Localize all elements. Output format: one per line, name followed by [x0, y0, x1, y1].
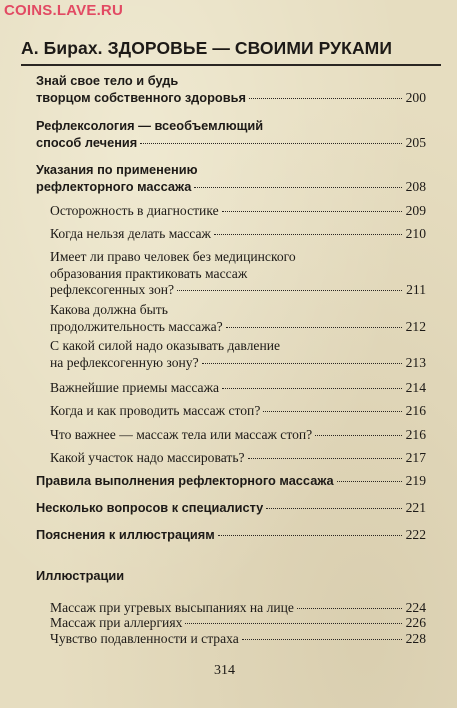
toc-entry — [36, 118, 426, 151]
toc-entry-title-line: образования практиковать массаж — [50, 265, 248, 281]
toc-entry — [36, 162, 426, 195]
dot-leader — [297, 608, 402, 609]
toc-entry-title-line: на рефлексогенную зону? — [50, 354, 199, 370]
toc-entry-title-line: Осторожность в диагностике — [50, 203, 219, 218]
dot-leader — [202, 363, 402, 364]
toc-entry-page-number: 217 — [405, 450, 426, 465]
toc-entry-title-line: Несколько вопросов к специалисту — [36, 500, 264, 515]
toc-entry — [50, 203, 426, 220]
dot-leader — [222, 388, 402, 389]
toc-entry — [50, 226, 426, 243]
toc-entry-title-line: Когда нельзя делать массаж — [50, 226, 211, 241]
illustration-entry-title-line: Чувство подавленности и страха — [50, 631, 239, 646]
page-number: 314 — [214, 663, 235, 678]
illustration-entry — [50, 615, 426, 632]
dot-leader — [226, 327, 402, 328]
dot-leader — [263, 411, 401, 412]
toc-entry-title-line: продолжительность массажа? — [50, 318, 223, 334]
toc-entry-title-line: Правила выполнения рефлекторного массажа — [36, 473, 334, 488]
toc-entry-title-line: рефлексогенных зон? — [50, 282, 175, 297]
illustration-entry-title-line: Массаж при угревых высыпаниях на лице — [50, 600, 294, 615]
dot-leader — [222, 211, 402, 212]
dot-leader — [266, 508, 401, 509]
toc-entry-title-line: Имеет ли право человек без медицинского — [50, 249, 296, 264]
illustration-entry — [50, 631, 426, 648]
dot-leader — [194, 187, 401, 188]
toc-entry-page-number: 210 — [405, 226, 426, 241]
illustrations-heading: Иллюстрации — [36, 568, 125, 583]
toc-entry-title-line: С какой силой надо оказывать давление — [50, 338, 281, 353]
toc-entry — [50, 450, 426, 467]
dot-leader — [315, 435, 401, 436]
toc-entry-page-number: 208 — [405, 178, 426, 194]
toc-entry — [50, 249, 426, 299]
dot-leader — [214, 234, 402, 235]
illustration-entry-page-number: 224 — [405, 600, 426, 615]
toc-entry — [50, 403, 426, 420]
toc-entry-page-number: 221 — [405, 500, 426, 515]
toc-entry-title-line: творцом собственного здоровья — [36, 89, 246, 105]
toc-entry-title-line: Какова должна быть — [50, 302, 168, 317]
toc-entry-title-line: Что важнее — массаж тела или массаж стоп? — [50, 427, 313, 442]
toc-entry-title-line: Важнейшие приемы массажа — [50, 380, 219, 395]
dot-leader — [218, 535, 402, 536]
illustration-entry-page-number: 226 — [405, 615, 426, 630]
toc-entry-page-number: 211 — [406, 282, 426, 297]
illustration-entry-page-number: 228 — [405, 631, 426, 646]
toc-entry-page-number: 216 — [405, 427, 426, 442]
toc-entry-title-line: Знай свое тело и будь — [36, 73, 179, 88]
toc-entry-title-line: Когда и как проводить массаж стоп? — [50, 403, 261, 418]
toc-entry-title-line: способ лечения — [36, 134, 138, 150]
toc-entry-title-line: Указания по применению — [36, 162, 198, 177]
dot-leader — [140, 143, 401, 144]
toc-entry — [50, 427, 426, 444]
dot-leader — [177, 290, 402, 291]
dot-leader — [242, 639, 402, 640]
header-rule — [21, 64, 441, 66]
dot-leader — [185, 623, 401, 624]
illustration-entry-title-line: Массаж при аллергиях — [50, 615, 183, 630]
toc-entry — [36, 473, 426, 490]
toc-entry-page-number: 214 — [405, 380, 426, 395]
toc-entry-page-number: 212 — [405, 318, 426, 334]
toc-entry-page-number: 200 — [405, 89, 426, 105]
toc-entry-title-line: Рефлексология — всеобъемлющий — [36, 118, 264, 133]
dot-leader — [249, 98, 402, 99]
toc-entry-page-number: 222 — [405, 527, 426, 542]
dot-leader — [248, 458, 402, 459]
toc-entry-title-line: рефлекторного массажа — [36, 178, 192, 194]
toc-entry — [36, 73, 426, 106]
toc-entry — [50, 302, 426, 335]
toc-entry — [36, 527, 426, 544]
toc-entry-page-number: 216 — [405, 403, 426, 418]
toc-entry-title-line: Какой участок надо массировать? — [50, 450, 245, 465]
toc-entry — [36, 500, 426, 517]
watermark: COINS.LAVE.RU — [4, 2, 123, 19]
dot-leader — [337, 481, 402, 482]
toc-entry — [50, 380, 426, 397]
toc-entry-page-number: 205 — [405, 134, 426, 150]
running-header: А. Бирах. ЗДОРОВЬЕ — СВОИМИ РУКАМИ — [21, 38, 393, 58]
toc-entry — [50, 338, 426, 371]
toc-entry-page-number: 209 — [405, 203, 426, 218]
toc-entry-title-line: Пояснения к иллюстрациям — [36, 527, 215, 542]
toc-entry-page-number: 219 — [405, 473, 426, 488]
toc-entry-page-number: 213 — [405, 354, 426, 370]
